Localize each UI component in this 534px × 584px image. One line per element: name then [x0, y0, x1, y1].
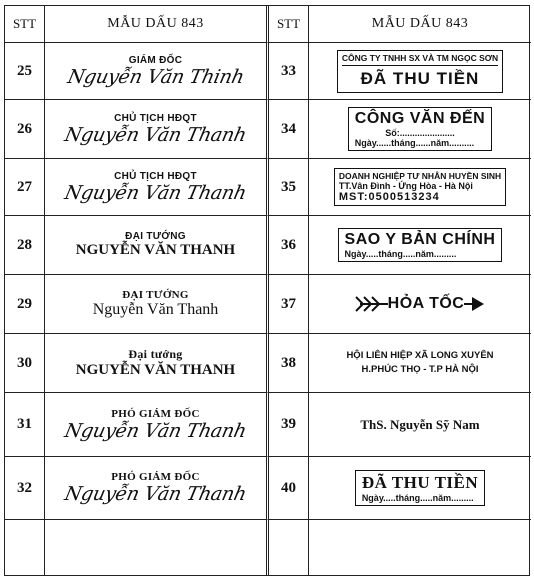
row-number: 29 — [5, 275, 45, 334]
stamp-cell — [309, 457, 531, 520]
row-number: 35 — [269, 159, 309, 216]
row-number: 26 — [5, 100, 45, 159]
empty-cell — [5, 520, 45, 576]
stamp-name: Nguyễn Văn Thanh — [62, 483, 249, 505]
stamp-main-text: CÔNG VĂN ĐẾN — [354, 110, 486, 127]
row-number: 40 — [269, 457, 309, 520]
stamp-title: PHÓ GIÁM ĐỐC — [111, 407, 200, 420]
stamp-main-text: ĐÃ THU TIỀN — [360, 68, 480, 88]
stamp-name: Nguyễn Văn Thanh — [62, 181, 249, 204]
row-number: 30 — [5, 334, 45, 393]
stamp-title: CHỦ TỊCH HĐQT — [114, 170, 197, 182]
stamp-cell — [45, 457, 269, 520]
stamp-line: Ngày......tháng......năm.......... — [354, 138, 475, 148]
stamp-title: CHỦ TỊCH HĐQT — [114, 112, 197, 124]
row-number: 33 — [269, 43, 309, 100]
stamp-cell — [309, 159, 531, 216]
stamp-cell — [45, 216, 269, 275]
stamp-name: Nguyễn Văn Thinh — [65, 65, 246, 88]
row-number: 31 — [5, 393, 45, 457]
stamp-line: H.PHÚC THỌ - T.P HÀ NỘI — [361, 364, 479, 375]
stamp-line: DOANH NGHIỆP TƯ NHÂN HUYỀN SINH — [338, 171, 502, 181]
stamp-box — [338, 228, 503, 262]
stamp-line: Số:...................... — [385, 128, 455, 138]
row-number: 37 — [269, 275, 309, 334]
stamp-main-text: SAO Y BẢN CHÍNH — [344, 231, 496, 248]
stamp-tax-code: MST:0500513234 — [338, 191, 440, 203]
row-number: 36 — [269, 216, 309, 275]
row-number: 38 — [269, 334, 309, 393]
stamp-main-text: HỎA TỐC — [387, 295, 465, 312]
stamp-cell — [309, 216, 531, 275]
stamp-main-text: ĐÃ THU TIỀN — [361, 473, 479, 492]
stamp-box — [348, 107, 492, 151]
stamp-cell — [309, 275, 531, 334]
stamp-name: Nguyễn Văn Thanh — [62, 419, 249, 442]
empty-cell — [45, 520, 269, 576]
stamp-sample-table — [4, 5, 530, 576]
header-title-right: MẪU DẤU 843 — [309, 6, 531, 43]
stamp-title: GIÁM ĐỐC — [128, 54, 183, 66]
stamp-box — [355, 470, 485, 506]
stamp-title: ĐẠI TƯỚNG — [122, 289, 189, 301]
header-stt-right: STT — [269, 6, 309, 43]
arrow-head-icon — [464, 295, 486, 313]
stamp-cell — [45, 100, 269, 159]
stamp-cell — [45, 43, 269, 100]
stamp-title: ĐẠI TƯỚNG — [125, 231, 186, 242]
stamp-box — [334, 168, 506, 206]
stamp-cell — [309, 100, 531, 159]
stamp-line: HỘI LIÊN HIỆP XÃ LONG XUYÊN — [346, 350, 494, 361]
stamp-name: Nguyễn Văn Thanh — [62, 123, 249, 146]
row-number: 32 — [5, 457, 45, 520]
header-stt-left: STT — [5, 6, 45, 43]
empty-cell — [269, 520, 309, 576]
stamp-line: Ngày.....tháng.....năm......... — [361, 493, 474, 503]
stamp-cell — [309, 334, 531, 393]
stamp-cell — [45, 159, 269, 216]
stamp-title: Đại tướng — [128, 347, 183, 361]
stamp-name: NGUYỄN VĂN THANH — [75, 362, 236, 378]
row-number: 25 — [5, 43, 45, 100]
urgent-arrow-stamp — [354, 295, 487, 313]
stamp-line: TT.Vân Đình - Ứng Hòa - Hà Nội — [338, 181, 473, 191]
row-number: 27 — [5, 159, 45, 216]
stamp-cell — [309, 43, 531, 100]
empty-cell — [309, 520, 531, 576]
stamp-company: CÔNG TY TNHH SX VÀ TM NGỌC SƠN — [342, 53, 498, 66]
stamp-line: Ngày.....tháng.....năm......... — [344, 249, 457, 259]
row-number: 34 — [269, 100, 309, 159]
row-number: 39 — [269, 393, 309, 457]
arrow-tail-icon — [354, 295, 388, 313]
stamp-name: NGUYỄN VĂN THANH — [75, 242, 236, 258]
stamp-cell — [309, 393, 531, 457]
stamp-cell — [45, 393, 269, 457]
stamp-box — [337, 50, 503, 93]
stamp-cell — [45, 334, 269, 393]
stamp-cell — [45, 275, 269, 334]
header-title-left: MẪU DẤU 843 — [45, 6, 269, 43]
stamp-title: PHÓ GIÁM ĐỐC — [111, 471, 200, 483]
row-number: 28 — [5, 216, 45, 275]
stamp-name: Nguyễn Văn Thanh — [92, 301, 219, 318]
stamp-main-text: ThS. Nguyễn Sỹ Nam — [360, 416, 480, 432]
